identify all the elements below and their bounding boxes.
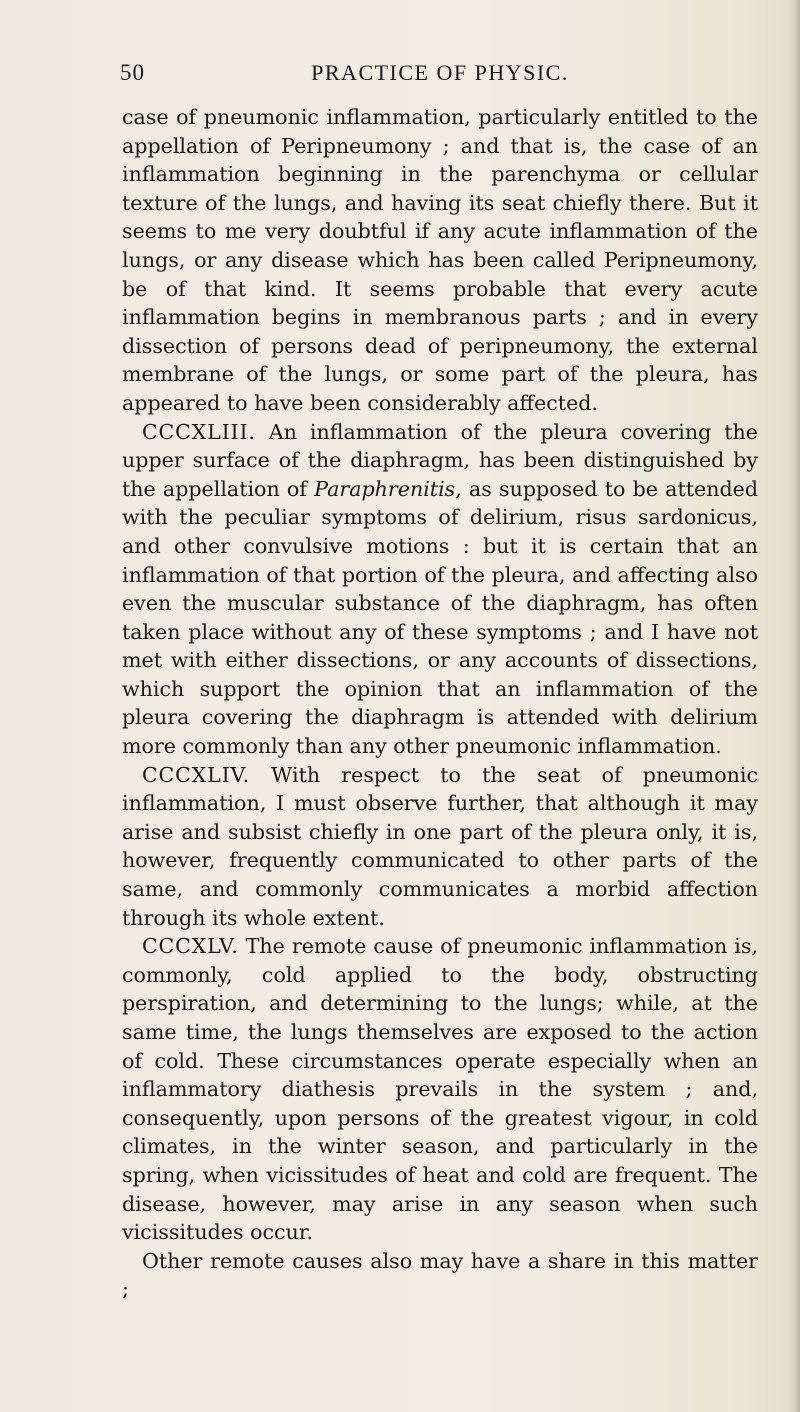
paragraph-text: as supposed to be attended with the peculiar symptoms of delirium, risus sardonicus, and other convulsive motions : but it is certain that an inflammation of that portion of the pleura, and affecting also even the muscular substance of the diaphragm, has often taken place without any of these symptoms ; and I have not met with either dissections, or any accounts of dissections, which support the opinion that an inflammation of the pleura covering the diaphragm is attended with delirium more commonly than any other pneumonic inflammation.	[122, 476, 759, 759]
paragraph-text: An inflammation of the pleura covering the upper surface of the diaphragm, has been distinguished by the appellation of	[122, 419, 758, 501]
paragraph-final	[122, 1247, 758, 1304]
page-title: PRACTICE OF PHYSIC.	[311, 60, 569, 85]
section-number: CCCXLV.	[142, 934, 239, 959]
italic-term: Paraphrenitis,	[314, 476, 462, 501]
body-text	[122, 103, 758, 1304]
paragraph-text: With respect to the seat of pneumonic inflammation, I must observe further, that although it may arise and subsist chiefly in one part of the pleura only, it is, however, frequently communicated to other parts of the same, and commonly communicates a morbid affection through its whole extent.	[122, 762, 758, 930]
paragraph-text: case of pneumonic inflammation, particularly entitled to the appellation of Peripneumony ; and that is, the case of an inflammation beginning in the parenchyma or cellular texture of the lungs, and having its seat chiefly there. But it seems to me very doubtful if any acute inflammation of the lungs, or any disease which has been called Peripneumony, be of that kind. It seems probable that every acute inflammation begins in membranous parts ; and in every dissection of persons dead of peripneumony, the external membrane of the lungs, or some part of the pleura, has appeared to have been considerably affected.	[122, 105, 758, 415]
paragraph-continuation	[122, 103, 758, 418]
page-number: 50	[120, 60, 145, 85]
page-edge-shadow	[788, 0, 800, 1412]
paragraph-cccxlv	[122, 932, 758, 1247]
paragraph-cccxliii	[122, 418, 758, 761]
running-head	[120, 60, 760, 90]
section-number: CCCXLIII.	[142, 419, 256, 444]
paragraph-cccxliv	[122, 761, 758, 933]
paragraph-text: The remote cause of pneumonic inflammation is, commonly, cold applied to the body, obstructing perspiration, and determining to the lungs; while, at the same time, the lungs themselves are exposed to the action of cold. These circumstances operate especially when an inflammatory diathesis prevails in the system ; and, consequently, upon persons of the greatest vigour, in cold climates, in the winter season, and particularly in the spring, when vicissitudes of heat and cold are frequent. The disease, however, may arise in any season when such vicissitudes occur.	[122, 934, 758, 1245]
paragraph-text: Other remote causes also may have a share in this matter ;	[122, 1248, 758, 1302]
section-number: CCCXLIV.	[142, 762, 250, 787]
